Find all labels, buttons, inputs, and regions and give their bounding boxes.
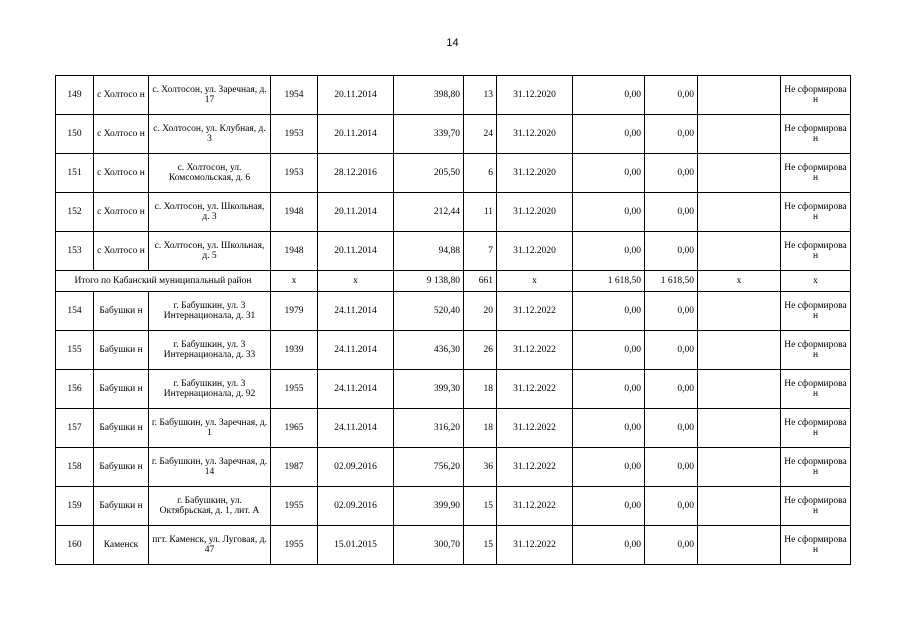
cell-area: 436,30 [394, 331, 464, 370]
total-date2: x [497, 271, 573, 292]
cell-v1: 0,00 [573, 370, 645, 409]
cell-year: 1948 [271, 232, 318, 271]
cell-v3 [698, 292, 781, 331]
cell-v2: 0,00 [645, 448, 698, 487]
cell-locality: с Холтосо н [94, 193, 149, 232]
cell-people: 36 [464, 448, 497, 487]
cell-v1: 0,00 [573, 487, 645, 526]
cell-status: Не сформирова н [781, 232, 851, 271]
cell-area: 316,20 [394, 409, 464, 448]
cell-v2: 0,00 [645, 487, 698, 526]
cell-date2: 31.12.2020 [497, 193, 573, 232]
cell-v1: 0,00 [573, 76, 645, 115]
cell-num: 151 [56, 154, 94, 193]
cell-date1: 20.11.2014 [318, 115, 394, 154]
cell-v2: 0,00 [645, 409, 698, 448]
cell-v3 [698, 115, 781, 154]
cell-v2: 0,00 [645, 76, 698, 115]
cell-date1: 28.12.2016 [318, 154, 394, 193]
housing-register-table [55, 75, 851, 565]
cell-status: Не сформирова н [781, 76, 851, 115]
table-row [56, 409, 851, 448]
cell-area: 399,30 [394, 370, 464, 409]
cell-num: 155 [56, 331, 94, 370]
cell-people: 15 [464, 487, 497, 526]
cell-address: г. Бабушкин, ул. Заречная, д. 14 [149, 448, 271, 487]
cell-num: 159 [56, 487, 94, 526]
cell-date1: 20.11.2014 [318, 232, 394, 271]
cell-locality: с Холтосо н [94, 232, 149, 271]
cell-area: 339,70 [394, 115, 464, 154]
cell-area: 205,50 [394, 154, 464, 193]
cell-date2: 31.12.2022 [497, 448, 573, 487]
page-number: 14 [446, 37, 459, 49]
cell-area: 94,88 [394, 232, 464, 271]
table-row [56, 526, 851, 565]
cell-v2: 0,00 [645, 370, 698, 409]
cell-area: 212,44 [394, 193, 464, 232]
cell-address: г. Бабушкин, ул. 3 Интернационала, д. 92 [149, 370, 271, 409]
cell-date1: 02.09.2016 [318, 487, 394, 526]
cell-v1: 0,00 [573, 409, 645, 448]
cell-address: г. Бабушкин, ул. Октябрьская, д. 1, лит. А [149, 487, 271, 526]
cell-v1: 0,00 [573, 154, 645, 193]
cell-v3 [698, 154, 781, 193]
table-total-section [56, 271, 851, 292]
cell-date1: 15.01.2015 [318, 526, 394, 565]
cell-people: 7 [464, 232, 497, 271]
cell-date2: 31.12.2020 [497, 76, 573, 115]
cell-v2: 0,00 [645, 193, 698, 232]
cell-date2: 31.12.2020 [497, 232, 573, 271]
cell-locality: Бабушки н [94, 448, 149, 487]
table-row [56, 487, 851, 526]
cell-v2: 0,00 [645, 526, 698, 565]
total-label: Итого по Кабанский муниципальный район [56, 271, 271, 292]
cell-area: 520,40 [394, 292, 464, 331]
cell-people: 11 [464, 193, 497, 232]
cell-num: 156 [56, 370, 94, 409]
cell-v3 [698, 487, 781, 526]
cell-year: 1987 [271, 448, 318, 487]
cell-locality: Каменск [94, 526, 149, 565]
cell-locality: Бабушки н [94, 370, 149, 409]
cell-people: 6 [464, 154, 497, 193]
cell-people: 24 [464, 115, 497, 154]
cell-people: 26 [464, 331, 497, 370]
cell-area: 399,90 [394, 487, 464, 526]
cell-num: 157 [56, 409, 94, 448]
table-body-top [56, 76, 851, 271]
cell-v3 [698, 526, 781, 565]
cell-num: 153 [56, 232, 94, 271]
total-date1: x [318, 271, 394, 292]
cell-status: Не сформирова н [781, 331, 851, 370]
cell-v2: 0,00 [645, 292, 698, 331]
cell-v3 [698, 370, 781, 409]
total-v3: x [698, 271, 781, 292]
cell-v3 [698, 76, 781, 115]
cell-year: 1955 [271, 487, 318, 526]
cell-year: 1955 [271, 370, 318, 409]
cell-v1: 0,00 [573, 331, 645, 370]
cell-v1: 0,00 [573, 115, 645, 154]
cell-v3 [698, 193, 781, 232]
cell-date1: 24.11.2014 [318, 331, 394, 370]
total-status: x [781, 271, 851, 292]
cell-area: 398,80 [394, 76, 464, 115]
table-row [56, 331, 851, 370]
cell-year: 1965 [271, 409, 318, 448]
cell-v1: 0,00 [573, 526, 645, 565]
cell-v1: 0,00 [573, 448, 645, 487]
cell-status: Не сформирова н [781, 115, 851, 154]
cell-v1: 0,00 [573, 232, 645, 271]
table-row [56, 76, 851, 115]
cell-v3 [698, 448, 781, 487]
cell-v2: 0,00 [645, 115, 698, 154]
cell-people: 13 [464, 76, 497, 115]
table-row [56, 232, 851, 271]
cell-address: с. Холтосон, ул. Клубная, д. 3 [149, 115, 271, 154]
cell-area: 756,20 [394, 448, 464, 487]
cell-num: 152 [56, 193, 94, 232]
cell-date1: 20.11.2014 [318, 193, 394, 232]
table-row [56, 154, 851, 193]
cell-date1: 24.11.2014 [318, 370, 394, 409]
cell-v2: 0,00 [645, 331, 698, 370]
cell-people: 18 [464, 370, 497, 409]
total-area: 9 138,80 [394, 271, 464, 292]
cell-date1: 24.11.2014 [318, 409, 394, 448]
cell-locality: Бабушки н [94, 331, 149, 370]
table-row [56, 370, 851, 409]
cell-status: Не сформирова н [781, 193, 851, 232]
cell-num: 149 [56, 76, 94, 115]
cell-date2: 31.12.2022 [497, 292, 573, 331]
cell-year: 1955 [271, 526, 318, 565]
cell-num: 154 [56, 292, 94, 331]
cell-locality: Бабушки н [94, 292, 149, 331]
cell-status: Не сформирова н [781, 526, 851, 565]
table-row [56, 448, 851, 487]
cell-v3 [698, 232, 781, 271]
cell-date1: 24.11.2014 [318, 292, 394, 331]
cell-v1: 0,00 [573, 292, 645, 331]
cell-date2: 31.12.2022 [497, 487, 573, 526]
total-people: 661 [464, 271, 497, 292]
total-v1: 1 618,50 [573, 271, 645, 292]
cell-address: с. Холтосон, ул. Школьная, д. 3 [149, 193, 271, 232]
cell-locality: Бабушки н [94, 487, 149, 526]
cell-status: Не сформирова н [781, 154, 851, 193]
cell-area: 300,70 [394, 526, 464, 565]
cell-v1: 0,00 [573, 193, 645, 232]
cell-date2: 31.12.2020 [497, 115, 573, 154]
cell-address: г. Бабушкин, ул. 3 Интернационала, д. 33 [149, 331, 271, 370]
cell-v3 [698, 331, 781, 370]
table-row [56, 292, 851, 331]
cell-date2: 31.12.2022 [497, 370, 573, 409]
table-row [56, 193, 851, 232]
cell-status: Не сформирова н [781, 409, 851, 448]
table-body-bottom [56, 292, 851, 565]
cell-address: г. Бабушкин, ул. Заречная, д. 1 [149, 409, 271, 448]
total-year: x [271, 271, 318, 292]
cell-date2: 31.12.2020 [497, 154, 573, 193]
table-row [56, 115, 851, 154]
cell-v2: 0,00 [645, 154, 698, 193]
total-row [56, 271, 851, 292]
cell-address: пгт. Каменск, ул. Луговая, д. 47 [149, 526, 271, 565]
cell-date2: 31.12.2022 [497, 409, 573, 448]
cell-locality: с Холтосо н [94, 154, 149, 193]
cell-year: 1979 [271, 292, 318, 331]
cell-address: с. Холтосон, ул. Комсомольская, д. 6 [149, 154, 271, 193]
cell-v2: 0,00 [645, 232, 698, 271]
cell-year: 1948 [271, 193, 318, 232]
cell-date1: 02.09.2016 [318, 448, 394, 487]
cell-date2: 31.12.2022 [497, 331, 573, 370]
cell-year: 1953 [271, 154, 318, 193]
cell-date2: 31.12.2022 [497, 526, 573, 565]
total-v2: 1 618,50 [645, 271, 698, 292]
cell-address: с. Холтосон, ул. Школьная, д. 5 [149, 232, 271, 271]
cell-date1: 20.11.2014 [318, 76, 394, 115]
cell-status: Не сформирова н [781, 487, 851, 526]
cell-people: 15 [464, 526, 497, 565]
cell-locality: с Холтосо н [94, 115, 149, 154]
cell-locality: Бабушки н [94, 409, 149, 448]
cell-status: Не сформирова н [781, 370, 851, 409]
cell-num: 158 [56, 448, 94, 487]
cell-year: 1939 [271, 331, 318, 370]
cell-address: г. Бабушкин, ул. 3 Интернационала, д. 31 [149, 292, 271, 331]
cell-locality: с Холтосо н [94, 76, 149, 115]
cell-num: 160 [56, 526, 94, 565]
cell-v3 [698, 409, 781, 448]
cell-num: 150 [56, 115, 94, 154]
cell-people: 20 [464, 292, 497, 331]
cell-status: Не сформирова н [781, 448, 851, 487]
cell-people: 18 [464, 409, 497, 448]
cell-year: 1954 [271, 76, 318, 115]
cell-address: с. Холтосон, ул. Заречная, д. 17 [149, 76, 271, 115]
cell-status: Не сформирова н [781, 292, 851, 331]
cell-year: 1953 [271, 115, 318, 154]
